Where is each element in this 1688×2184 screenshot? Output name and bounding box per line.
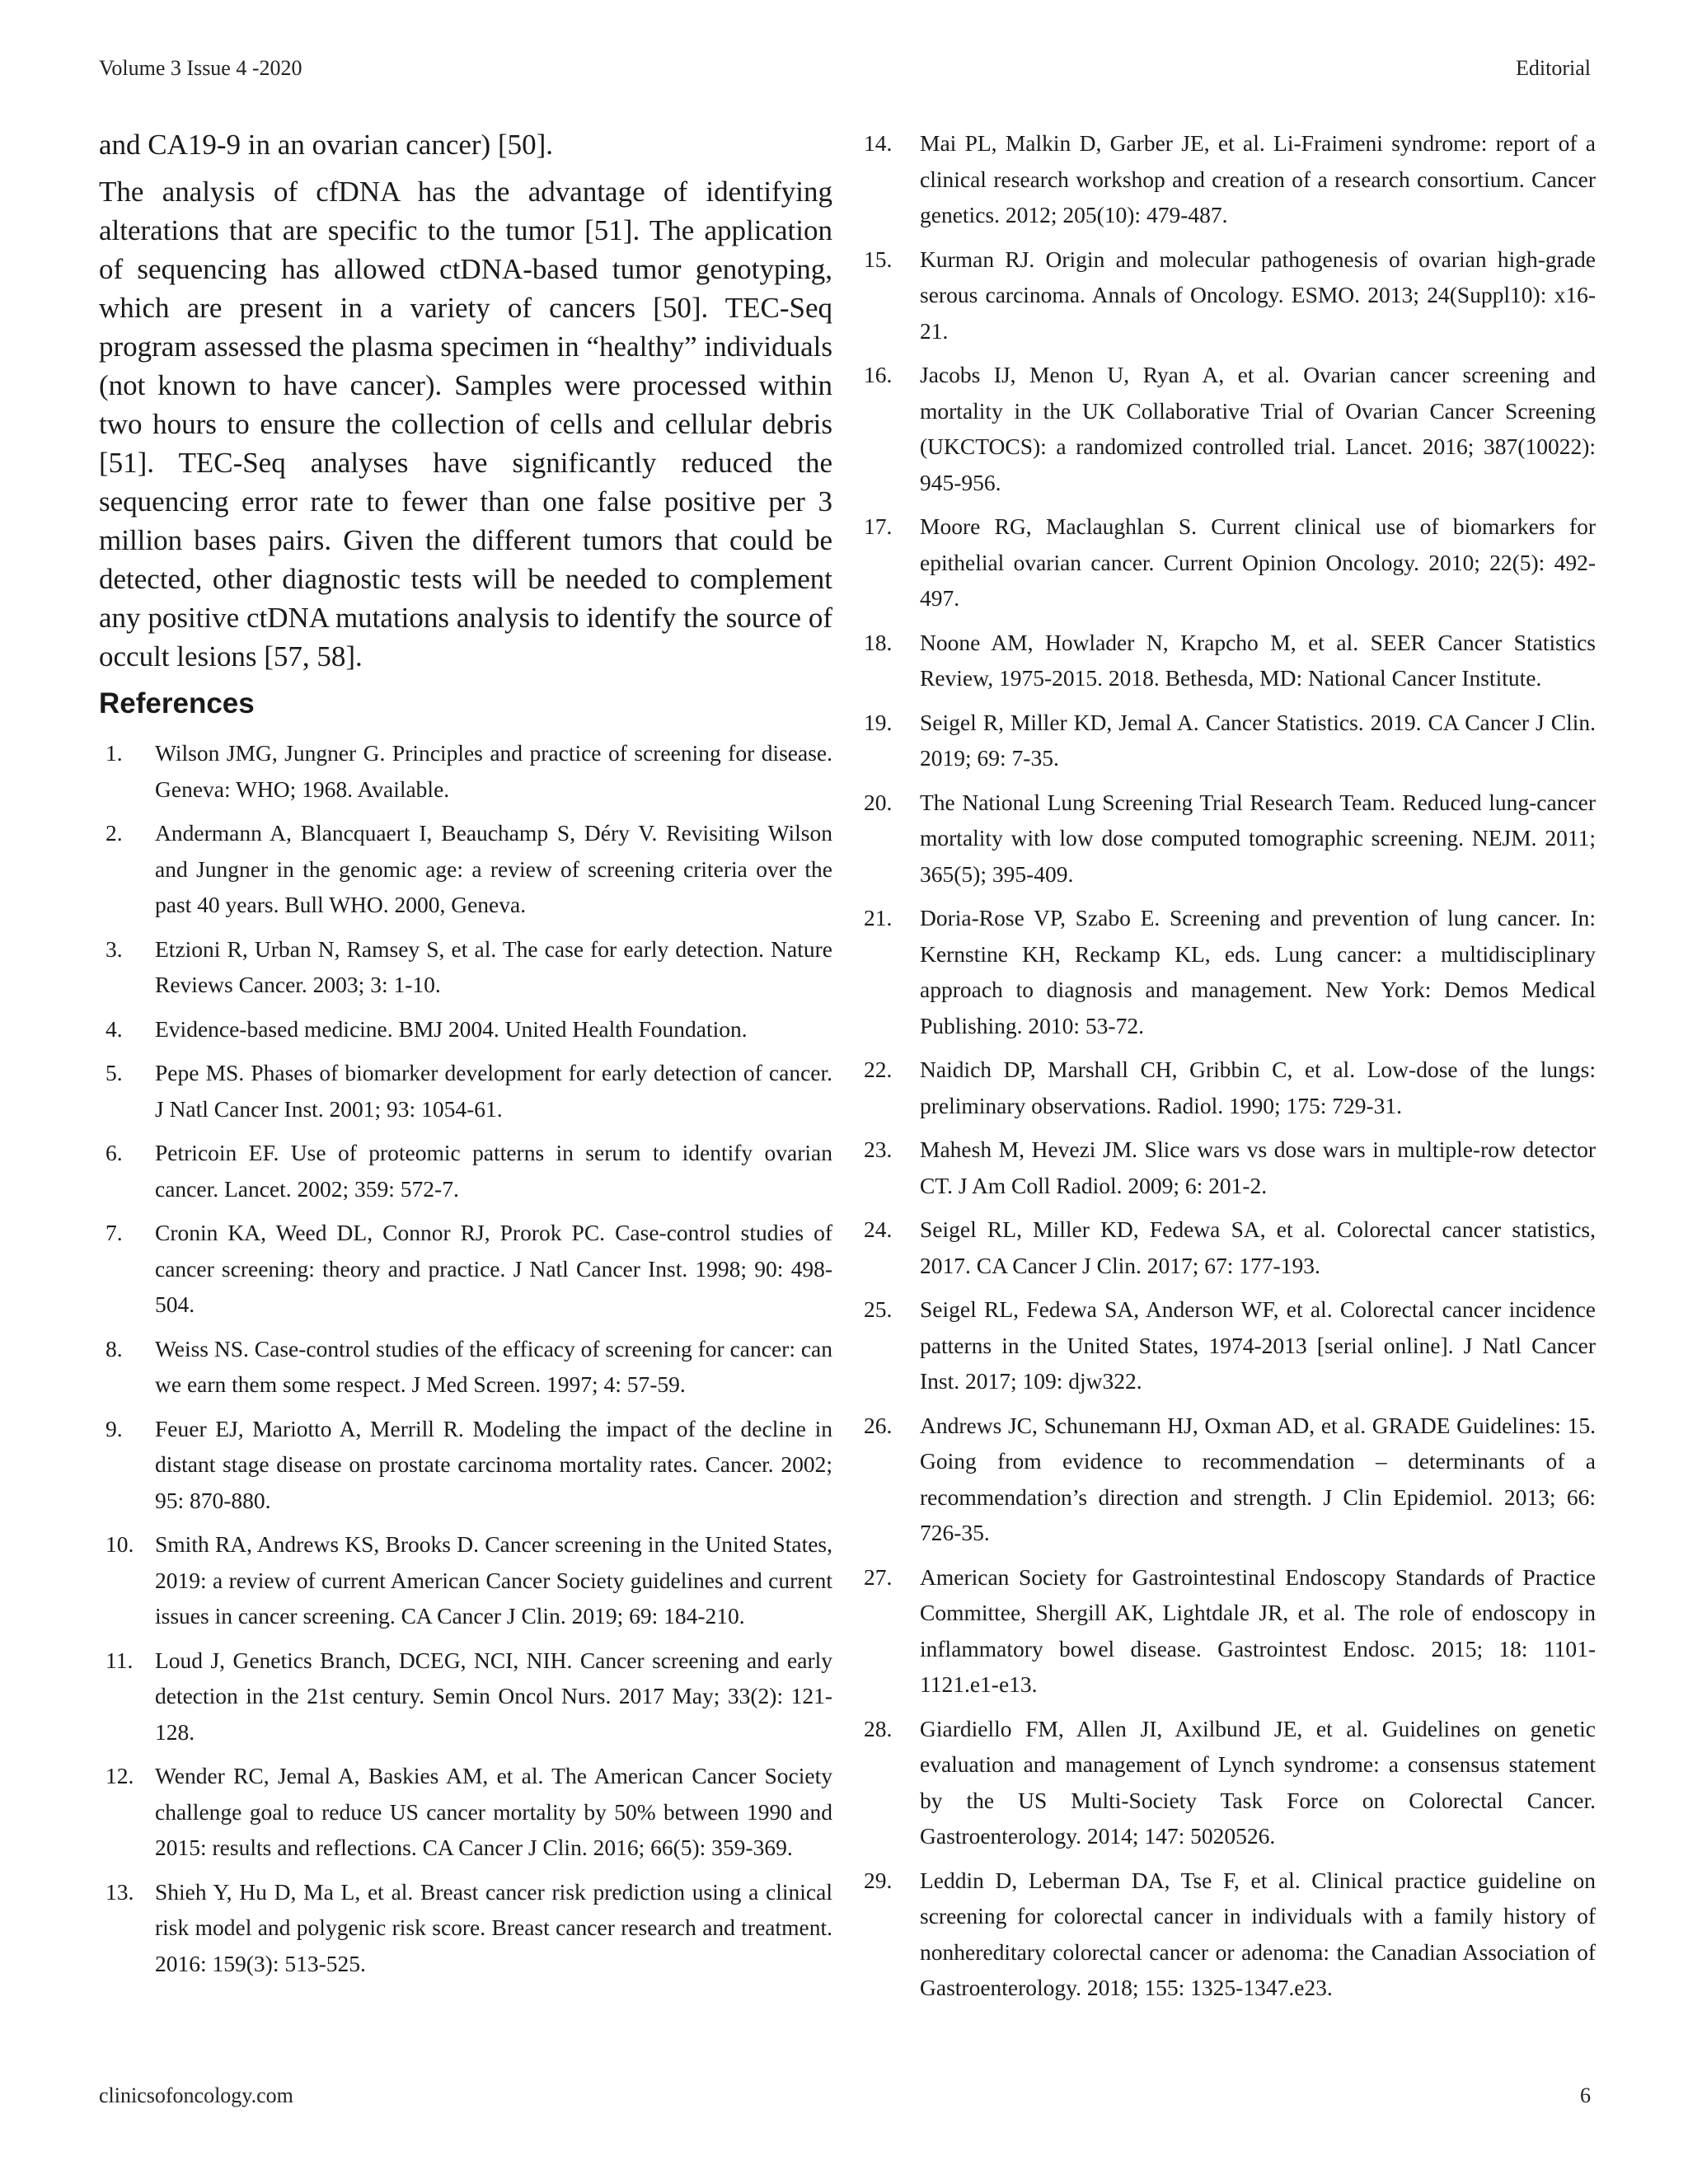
reference-text: Shieh Y, Hu D, Ma L, et al. Breast cancer risk prediction using a clinical risk model and polygenic risk score. Breast cancer research and treatment. 2016: 159(3): 513-525.	[155, 1878, 832, 1976]
reference-text: Noone AM, Howlader N, Krapcho M, et al. SEER Cancer Statistics Review, 1975-2015. 2018. Bethesda, MD: National Cancer Institute.	[920, 629, 1596, 691]
reference-item	[864, 705, 1596, 776]
reference-number: 17.	[864, 513, 893, 539]
reference-item	[864, 1559, 1596, 1703]
reference-item	[864, 1132, 1596, 1203]
reference-item	[864, 900, 1596, 1043]
reference-item	[864, 625, 1596, 696]
reference-text: Feuer EJ, Mariotto A, Merrill R. Modeling the impact of the decline in distant stage disease on prostate carcinoma mortality rates. Cancer. 2002; 95: 870-880.	[155, 1415, 832, 1513]
reference-number: 10.	[106, 1531, 134, 1557]
reference-number: 26.	[864, 1412, 893, 1438]
reference-text: Cronin KA, Weed DL, Connor RJ, Prorok PC. Case-control studies of cancer screening: theory and practice. J Natl Cancer Inst. 1998; 90: 498-504.	[155, 1220, 832, 1317]
reference-number: 12.	[106, 1763, 134, 1788]
reference-item	[99, 1011, 832, 1047]
reference-text: Giardiello FM, Allen JI, Axilbund JE, et al. Guidelines on genetic evaluation and management of Lynch syndrome: a consensus statement by the US Multi-Society Task Force on Colorectal Cancer. Gastroenterology. 2014; 147: 5020526.	[920, 1715, 1596, 1849]
references-heading: References	[99, 687, 255, 719]
reference-text: Weiss NS. Case-control studies of the efficacy of screening for cancer: can we earn them some respect. J Med Screen. 1997; 4: 57-59.	[155, 1335, 832, 1397]
reference-number: 13.	[106, 1878, 134, 1905]
reference-text: Seigel RL, Miller KD, Fedewa SA, et al. Colorectal cancer statistics, 2017. CA Cancer J Clin. 2017; 67: 177-193.	[920, 1216, 1596, 1278]
reference-number: 23.	[864, 1137, 893, 1162]
reference-text: Pepe MS. Phases of biomarker development for early detection of cancer. J Natl Cancer Inst. 2001; 93: 1054-61.	[155, 1060, 832, 1122]
reference-item	[864, 1711, 1596, 1854]
page-number: 6	[1580, 2083, 1591, 2107]
reference-text: The National Lung Screening Trial Research Team. Reduced lung-cancer mortality with low dose computed tomographic screening. NEJM. 2011; 365(5); 395-409.	[920, 789, 1596, 887]
reference-number: 6.	[106, 1140, 123, 1165]
reference-text: Kurman RJ. Origin and molecular pathogenesis of ovarian high-grade serous carcinoma. Annals of Oncology. ESMO. 2013; 24(Suppl10): x16-21.	[920, 246, 1596, 344]
reference-item	[99, 1215, 832, 1323]
reference-text: Smith RA, Andrews KS, Brooks D. Cancer screening in the United States, 2019: a review of current American Cancer Society guidelines and current issues in cancer screening. CA Cancer J Clin. 2019; 69: 184-210.	[155, 1531, 832, 1629]
reference-number: 14.	[864, 130, 893, 156]
reference-text: Petricoin EF. Use of proteomic patterns in serum to identify ovarian cancer. Lancet. 2002; 359: 572-7.	[155, 1140, 832, 1202]
reference-number: 16.	[864, 362, 893, 387]
reference-number: 3.	[106, 935, 123, 962]
reference-text: Loud J, Genetics Branch, DCEG, NCI, NIH. Cancer screening and early detection in the 21st century. Semin Oncol Nurs. 2017 May; 33(2): 121-128.	[155, 1647, 832, 1745]
reference-number: 21.	[864, 905, 893, 930]
reference-item	[99, 1135, 832, 1207]
right-column	[864, 125, 1596, 2014]
reference-text: American Society for Gastrointestinal Endoscopy Standards of Practice Committee, Shergill AK, Lightdale JR, et al. The role of endoscopy in inflammatory bowel disease. Gastrointest Endosc. 2015; 18: 1101-1121.e1-e13.	[920, 1563, 1596, 1697]
body-paragraph-cfdna: The analysis of cfDNA has the advantage of identifying alterations that are specific to the tumor [51]. The application of sequencing has allowed ctDNA-based tumor genotyping, which are present in a variety of cancers [50]. TEC-Seq program assessed the plasma specimen in “healthy” individuals (not known to have cancer). Samples were processed within two hours to ensure the collection of cells and cellular debris [51]. TEC-Seq analyses have significantly reduced the sequencing error rate to fewer than one false positive per 3 million bases pairs. Given the different tumors that could be detected, other diagnostic tests will be needed to complement any positive ctDNA mutations analysis to identify the source of occult lesions [57, 58].	[99, 176, 832, 673]
reference-item	[99, 1055, 832, 1127]
reference-item	[864, 1212, 1596, 1283]
reference-text: Mai PL, Malkin D, Garber JE, et al. Li-Fraimeni syndrome: report of a clinical research workshop and creation of a research consortium. Cancer genetics. 2012; 205(10): 479-487.	[920, 130, 1596, 227]
reference-item	[864, 1291, 1596, 1399]
reference-text: Doria-Rose VP, Szabo E. Screening and prevention of lung cancer. In: Kernstine KH, Reckamp KL, eds. Lung cancer: a multidisciplinary approach to diagnosis and management. New York: Demos Medical Publishing. 2010: 53-72.	[920, 905, 1596, 1038]
reference-number: 15.	[864, 246, 893, 272]
reference-item	[864, 509, 1596, 616]
reference-text: Andrews JC, Schunemann HJ, Oxman AD, et al. GRADE Guidelines: 15. Going from evidence to recommendation – determinants of a recommendation’s direction and strength. J Clin Epidemiol. 2013; 66: 726-35.	[920, 1412, 1596, 1545]
reference-item	[99, 1526, 832, 1634]
reference-number: 2.	[106, 820, 123, 846]
reference-item	[99, 1331, 832, 1403]
reference-number: 4.	[106, 1015, 123, 1042]
reference-number: 27.	[864, 1563, 893, 1590]
reference-number: 29.	[864, 1867, 893, 1893]
reference-text: Wilson JMG, Jungner G. Principles and practice of screening for disease. Geneva: WHO; 1968. Available.	[155, 740, 832, 802]
reference-item	[99, 931, 832, 1003]
reference-item	[99, 1758, 832, 1866]
reference-item	[99, 1643, 832, 1750]
reference-text: Mahesh M, Hevezi JM. Slice wars vs dose wars in multiple-row detector CT. J Am Coll Radiol. 2009; 6: 201-2.	[920, 1137, 1596, 1198]
reference-item	[99, 1874, 832, 1982]
reference-item	[864, 357, 1596, 500]
reference-number: 8.	[106, 1335, 123, 1361]
reference-item	[864, 1863, 1596, 2006]
reference-text: Seigel RL, Fedewa SA, Anderson WF, et al. Colorectal cancer incidence patterns in the United States, 1974-2013 [serial online]. J Natl Cancer Inst. 2017; 109: djw322.	[920, 1296, 1596, 1394]
reference-item	[864, 125, 1596, 233]
left-column	[99, 125, 832, 1990]
reference-list-left	[99, 735, 832, 1981]
reference-number: 22.	[864, 1057, 893, 1082]
reference-number: 19.	[864, 709, 893, 735]
reference-number: 7.	[106, 1220, 123, 1245]
reference-text: Moore RG, Maclaughlan S. Current clinical use of biomarkers for epithelial ovarian cancer. Current Opinion Oncology. 2010; 22(5): 492-497.	[920, 513, 1596, 611]
reference-text: Leddin D, Leberman DA, Tse F, et al. Clinical practice guideline on screening for colorectal cancer in individuals with a family history of nonhereditary colorectal cancer or adenoma: the Canadian Association of Gastroenterology. 2018; 155: 1325-1347.e23.	[920, 1867, 1596, 2000]
reference-list-right	[864, 125, 1596, 2006]
reference-text: Etzioni R, Urban N, Ramsey S, et al. The case for early detection. Nature Reviews Cancer. 2003; 3: 1-10.	[155, 935, 832, 997]
reference-number: 5.	[106, 1060, 123, 1085]
reference-item	[864, 1408, 1596, 1551]
reference-number: 9.	[106, 1415, 123, 1441]
reference-number: 25.	[864, 1296, 893, 1322]
article-type: Editorial	[1516, 56, 1591, 80]
reference-number: 11.	[106, 1647, 134, 1673]
reference-text: Naidich DP, Marshall CH, Gribbin C, et al. Low-dose of the lungs: preliminary observations. Radiol. 1990; 175: 729-31.	[920, 1057, 1596, 1118]
reference-text: Seigel R, Miller KD, Jemal A. Cancer Statistics. 2019. CA Cancer J Clin. 2019; 69: 7-35.	[920, 709, 1596, 771]
reference-number: 18.	[864, 629, 893, 655]
reference-item	[99, 1411, 832, 1519]
reference-text: Wender RC, Jemal A, Baskies AM, et al. The American Cancer Society challenge goal to reduce US cancer mortality by 50% between 1990 and 2015: results and reflections. CA Cancer J Clin. 2016; 66(5): 359-369.	[155, 1763, 832, 1860]
reference-text: Evidence-based medicine. BMJ 2004. United Health Foundation.	[155, 1015, 748, 1042]
reference-number: 28.	[864, 1715, 893, 1741]
reference-item	[99, 735, 832, 807]
body-paragraph-continued: and CA19-9 in an ovarian cancer) [50].	[99, 129, 554, 161]
journal-website: clinicsofoncology.com	[99, 2083, 293, 2107]
reference-item	[864, 785, 1596, 893]
reference-text: Andermann A, Blancquaert I, Beauchamp S, Déry V. Revisiting Wilson and Jungner in the genomic age: a review of screening criteria over the past 40 years. Bull WHO. 2000, Geneva.	[155, 820, 832, 917]
reference-number: 1.	[106, 740, 123, 766]
journal-volume: Volume 3 Issue 4 -2020	[99, 56, 302, 80]
reference-item	[99, 815, 832, 923]
reference-item	[864, 241, 1596, 349]
reference-number: 24.	[864, 1216, 893, 1242]
reference-number: 20.	[864, 789, 893, 815]
reference-item	[864, 1052, 1596, 1123]
reference-text: Jacobs IJ, Menon U, Ryan A, et al. Ovarian cancer screening and mortality in the UK Collaborative Trial of Ovarian Cancer Screening (UKCTOCS): a randomized controlled trial. Lancet. 2016; 387(10022): 945-956.	[920, 362, 1596, 495]
